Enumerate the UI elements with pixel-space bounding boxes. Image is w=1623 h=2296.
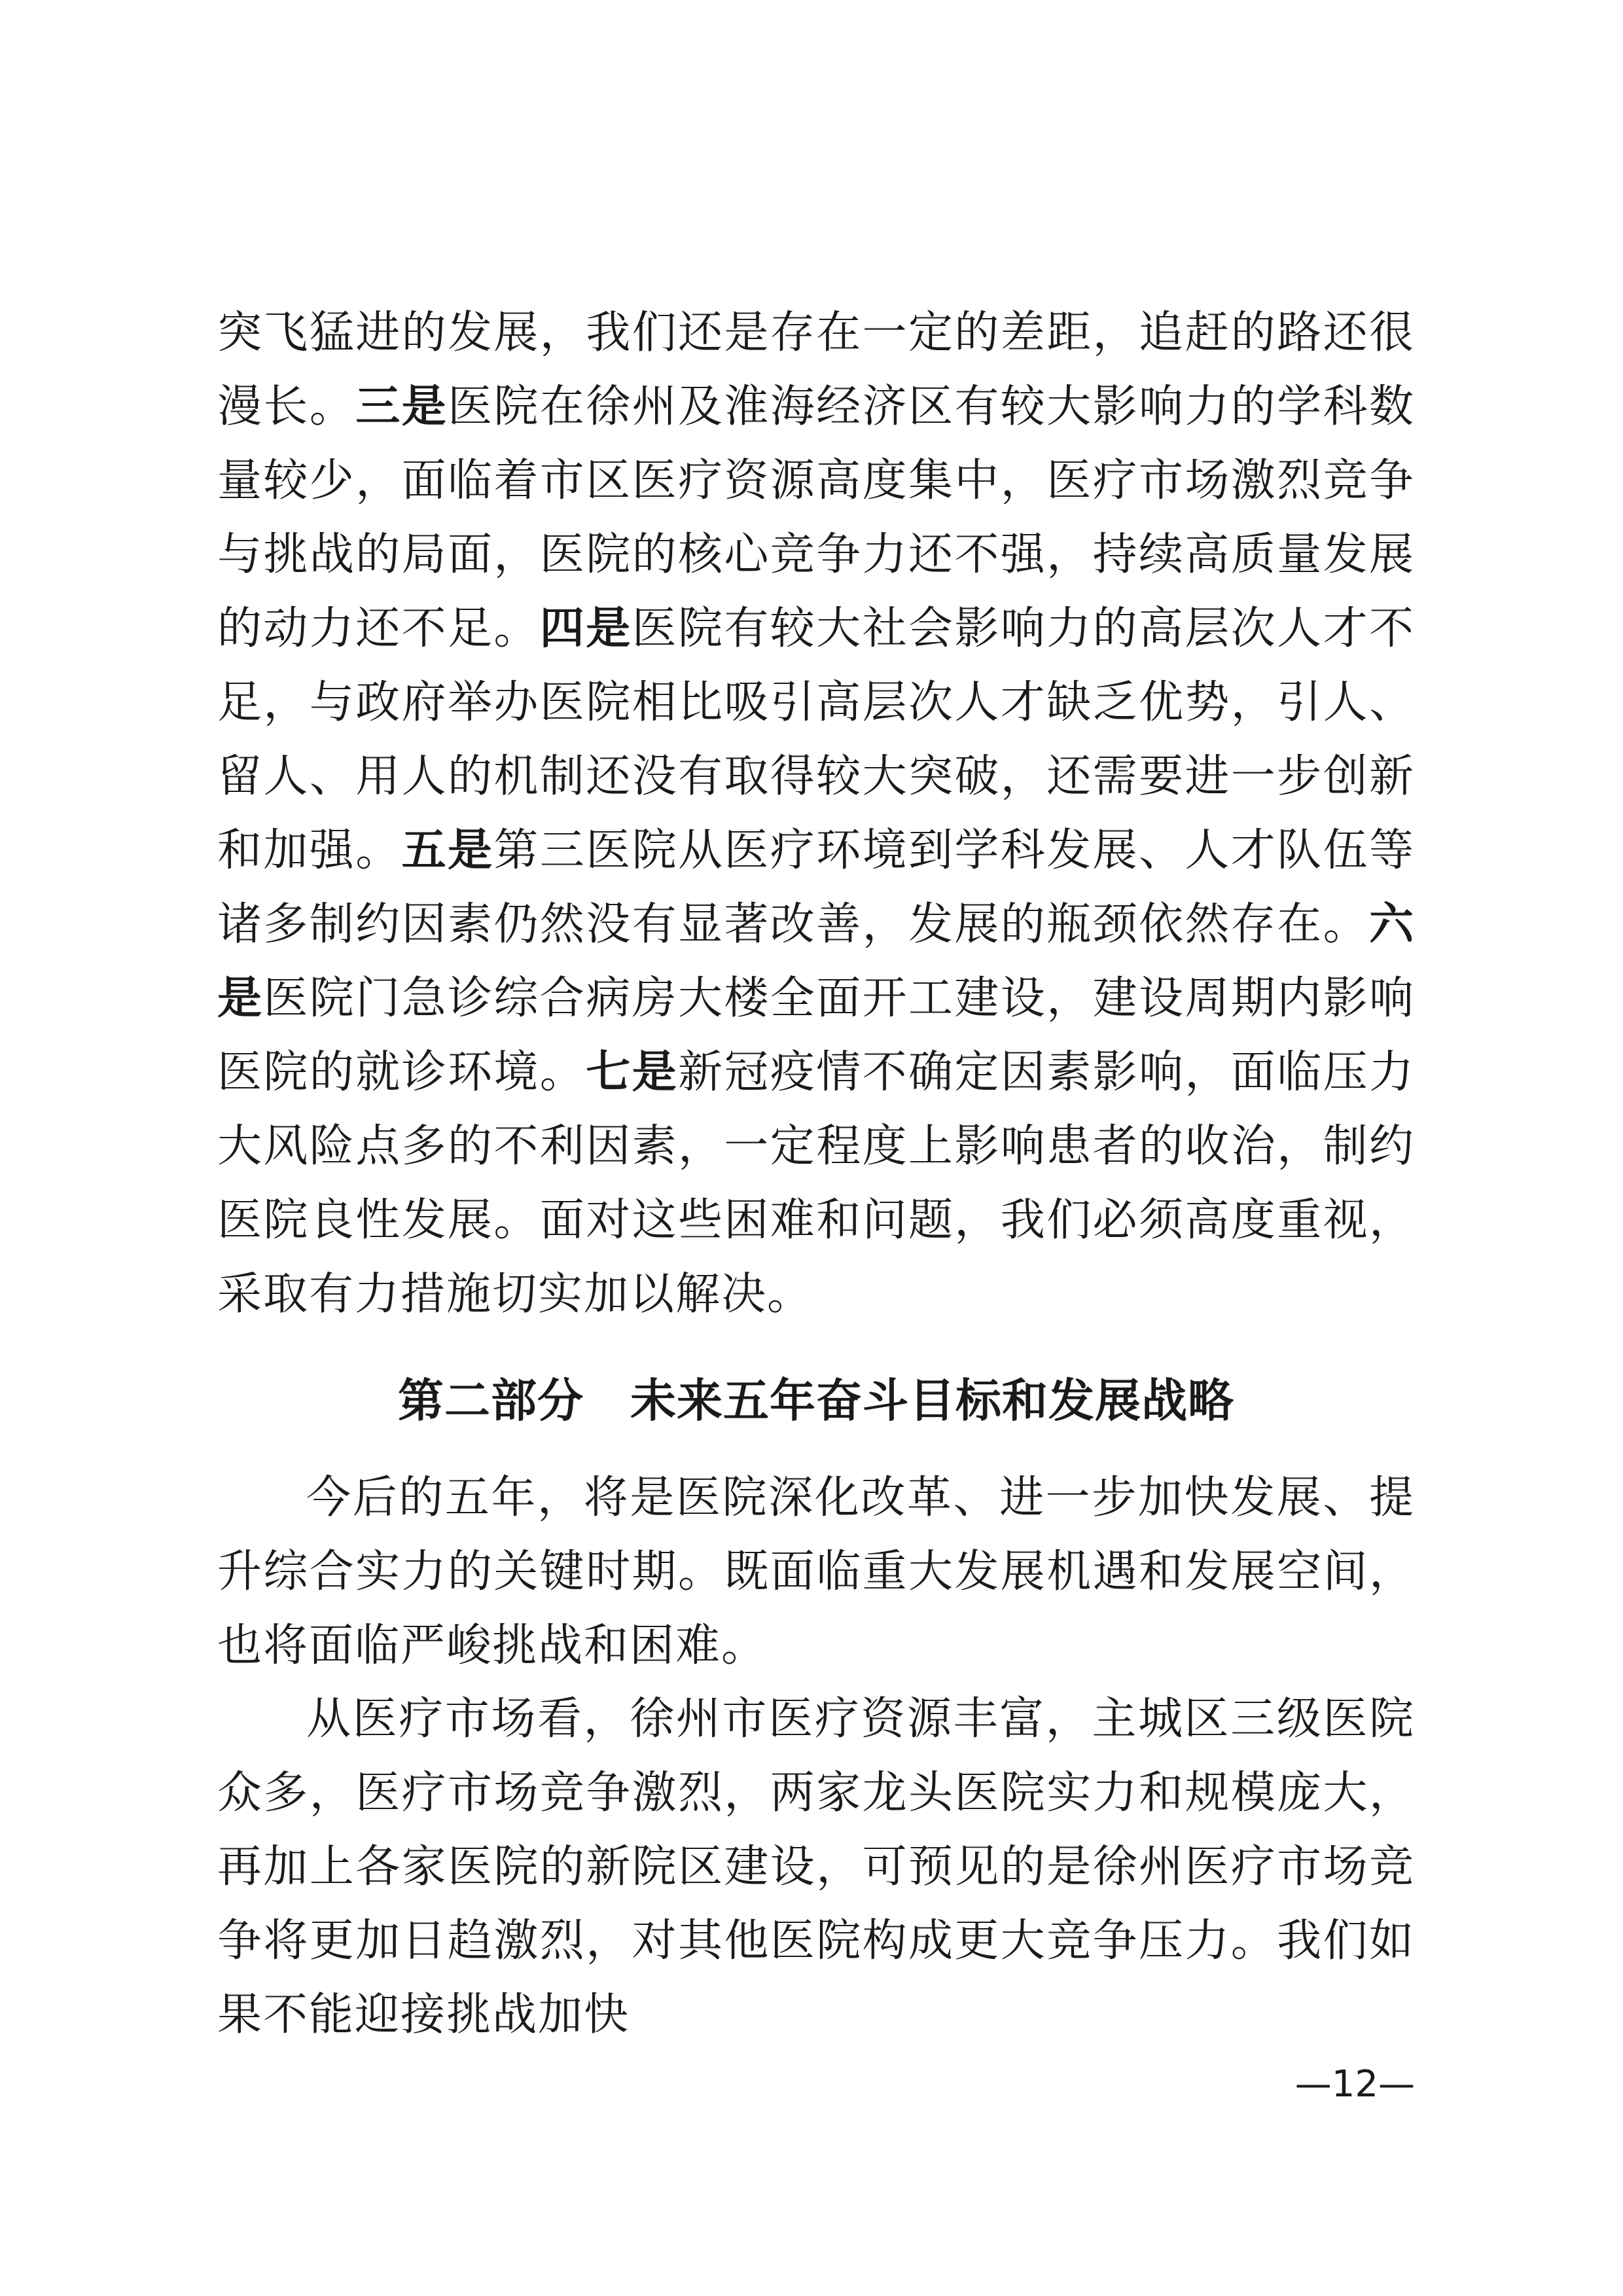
text-segment: 医院在徐州及淮海经济区有较大影响力的学科数量较少，面临着市区医疗资源高度集中，医疗市场激烈竞争与挑战的局面，医院的核心竞争力还不强，持续高质量发展的动力还不足。 (217, 381, 1415, 655)
text-segment: 医院门急诊综合病房大楼全面开工建设，建设周期内影响医院的就诊环境。 (217, 973, 1415, 1098)
text-segment: 突飞猛进的发展，我们还是存在一定的差距，追赶的路还很漫长。 (217, 307, 1415, 433)
text-segment: 医院有较大社会影响力的高层次人才不足，与政府举办医院相比吸引高层次人才缺乏优势，引人、留人、用人的机制还没有取得较大突破，还需要进一步创新和加强。 (217, 603, 1415, 876)
enumeration-keyword: 七是 (586, 1047, 678, 1098)
page-number: —12— (1294, 2063, 1415, 2106)
enumeration-keyword: 四是 (539, 603, 632, 655)
text-segment: 第三医院从医疗环境到学科发展、人才队伍等诸多制约因素仍然没有显著改善，发展的瓶颈依然存在。 (217, 825, 1415, 950)
enumeration-keyword: 五是 (401, 825, 494, 876)
section-heading: 第二部分 未来五年奋斗目标和发展战略 (398, 1374, 1234, 1428)
enumeration-keyword: 六是 (217, 899, 1415, 1024)
body-paragraph: 从医疗市场看，徐州市医疗资源丰富，主城区三级医院众多，医疗市场竞争激烈，两家龙头医院实力和规模庞大，再加上各家医院的新院区建设，可预见的是徐州医疗市场竞争将更加日趋激烈，对其他医院构成更大竞争压力。我们如果不能迎接挑战加快 (217, 1693, 1415, 2041)
enumeration-keyword: 三是 (355, 381, 448, 433)
body-paragraph: 今后的五年，将是医院深化改革、进一步加快发展、提升综合实力的关键时期。既面临重大发展机遇和发展空间，也将面临严峻挑战和困难。 (217, 1472, 1415, 1672)
text-segment: 新冠疫情不确定因素影响，面临压力大风险点多的不利因素，一定程度上影响患者的收治，制约医院良性发展。面对这些困难和问题，我们必须高度重视，采取有力措施切实加以解决。 (217, 1047, 1415, 1320)
continuation-paragraph (217, 296, 1415, 1331)
